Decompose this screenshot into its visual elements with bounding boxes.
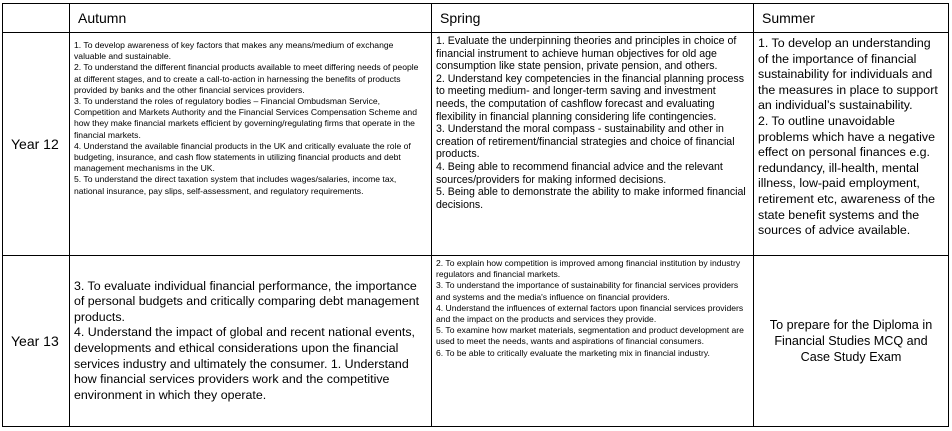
- list-item: 4. Understand the influences of external factors upon financial services providers and the impact on the products and services they provide.: [436, 302, 744, 325]
- list-item: 6. To be able to critically evaluate the marketing mix in financial industry.: [436, 347, 710, 358]
- header-summer: Summer: [754, 4, 949, 33]
- list-item: 3. To understand the roles of regulatory bodies – Financial Ombudsman Service, Competition and Markets Authority and the Financial Services Compensation Scheme and how they make financial markets efficient by governing/regulating firms that operate in the financial markets.: [74, 96, 417, 140]
- list-item: 3. To evaluate individual financial performance, the importance of personal budgets and critically comparing debt management products.: [74, 278, 420, 324]
- header-row: [3, 4, 949, 33]
- row-label-year-12: Year 12: [3, 33, 70, 256]
- cell-year13-summer: [754, 256, 949, 427]
- list-item: 1. To develop awareness of key factors that makes any means/medium of exchange valuable and sustainable.: [74, 40, 394, 62]
- list-item: 2. To understand the different financial products available to meet differing needs of people at different stages, and to create a call-to-action in harnessing the benefits of products provided by banks and the other financial services providers.: [74, 62, 419, 95]
- list-item: 4. Being able to recommend financial advice and the relevant sources/providers for making informed decisions.: [436, 160, 723, 186]
- cell-year12-autumn: [70, 33, 432, 256]
- list-item: 5. To examine how market materials, segmentation and product development are used to meet the needs, wants and aspirations of financial consumers.: [436, 325, 744, 347]
- list-item: 2. To explain how competition is improved among financial institution by industry regulators and financial markets.: [436, 258, 741, 280]
- list-item: 4. Understand the available financial products in the UK and critically evaluate the role of budgeting, insurance, and cash flow statements in utilizing financial products and debt management mechanisms in the UK.: [74, 140, 411, 174]
- list-item: 3. Understand the moral compass - sustainability and other in creation of retirement/financial strategies and choice of financial products.: [436, 123, 735, 161]
- curriculum-table: [2, 3, 949, 427]
- cell-year12-summer: [754, 33, 949, 256]
- header-autumn: Autumn: [70, 4, 432, 33]
- list-item: 5. Being able to demonstrate the ability to make informed financial decisions.: [436, 186, 746, 211]
- table-row-year-12: [3, 33, 949, 256]
- table-row-year-13: [3, 256, 949, 427]
- header-spring: Spring: [432, 4, 754, 33]
- list-item: 1. To develop an understanding of the importance of financial sustainability for individuals and the measures in place to support an individual’s sustainability.: [758, 36, 938, 113]
- list-item: 1. Evaluate the underpinning theories and principles in choice of financial instrument to achieve human objectives for old age consumption like state pension, private pension, and others.: [436, 35, 737, 73]
- list-item: To prepare for the Diploma in Financial Studies MCQ and Case Study Exam: [769, 318, 933, 364]
- list-item: 4. Understand the impact of global and recent national events, developments and ethical considerations upon the financial services industry and ultimately the consumer. 1. Understand how financial services providers work and the competitive environment in which they operate.: [74, 325, 415, 402]
- list-item: 5. To understand the direct taxation system that includes wages/salaries, income tax, national insurance, pay slips, self-assessment, and regulatory requirements.: [74, 174, 397, 196]
- cell-year13-spring: [432, 256, 754, 427]
- list-item: 2. Understand key competencies in the financial planning process to meeting medium- and longer-term saving and investment needs, the computation of cashflow forecast and evaluating flexibility in financial planning considering life contingencies.: [436, 72, 744, 123]
- list-item: 2. To outline unavoidable problems which have a negative effect on personal finances e.g. redundancy, ill-health, mental illness, low-paid employment, retirement etc, awareness of the state benefit systems and the sources of advice available.: [758, 113, 936, 238]
- header-cell-empty: [3, 4, 70, 33]
- list-item: 3. To understand the importance of sustainability for financial services providers and systems and the media's influence on financial providers.: [436, 280, 739, 302]
- cell-year13-autumn: [70, 256, 432, 427]
- cell-year12-spring: [432, 33, 754, 256]
- row-label-year-13: Year 13: [3, 256, 70, 427]
